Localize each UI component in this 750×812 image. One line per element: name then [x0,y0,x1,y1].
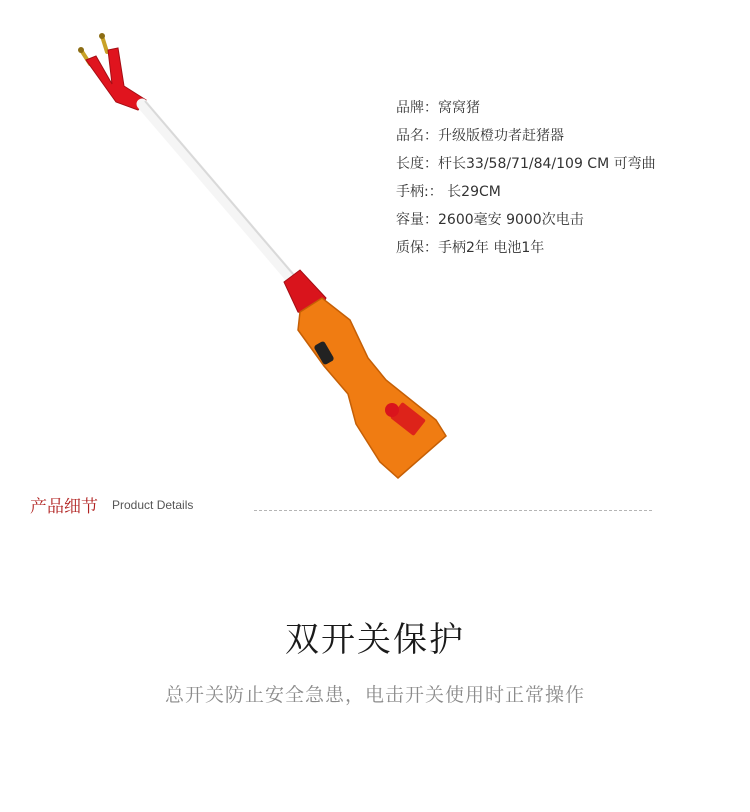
section-header [30,490,652,520]
spec-brand: 品牌：窝窝猪 [396,100,480,116]
spec-capacity: 容量：2600毫安 9000次电击 [396,212,584,228]
section-divider [254,510,652,511]
spec-product-name: 品名：升级版橙功者赶猪器 [396,128,564,144]
fork-head [86,48,146,110]
orange-handle [298,298,446,478]
section-title-en: Product Details [112,498,194,512]
feature-title: 双开关保护 [285,620,465,660]
section-title-cn: 产品细节 [30,497,98,517]
feature-description: 总开关防止安全急患，电击开关使用时正常操作 [164,684,585,706]
spec-list [396,94,656,262]
white-shaft [142,104,296,284]
spec-handle: 手柄:： 长29CM [396,184,501,200]
spec-warranty: 质保：手柄2年 电池1年 [396,240,545,256]
spec-length: 长度：杆长33/58/71/84/109 CM 可弯曲 [396,156,656,172]
